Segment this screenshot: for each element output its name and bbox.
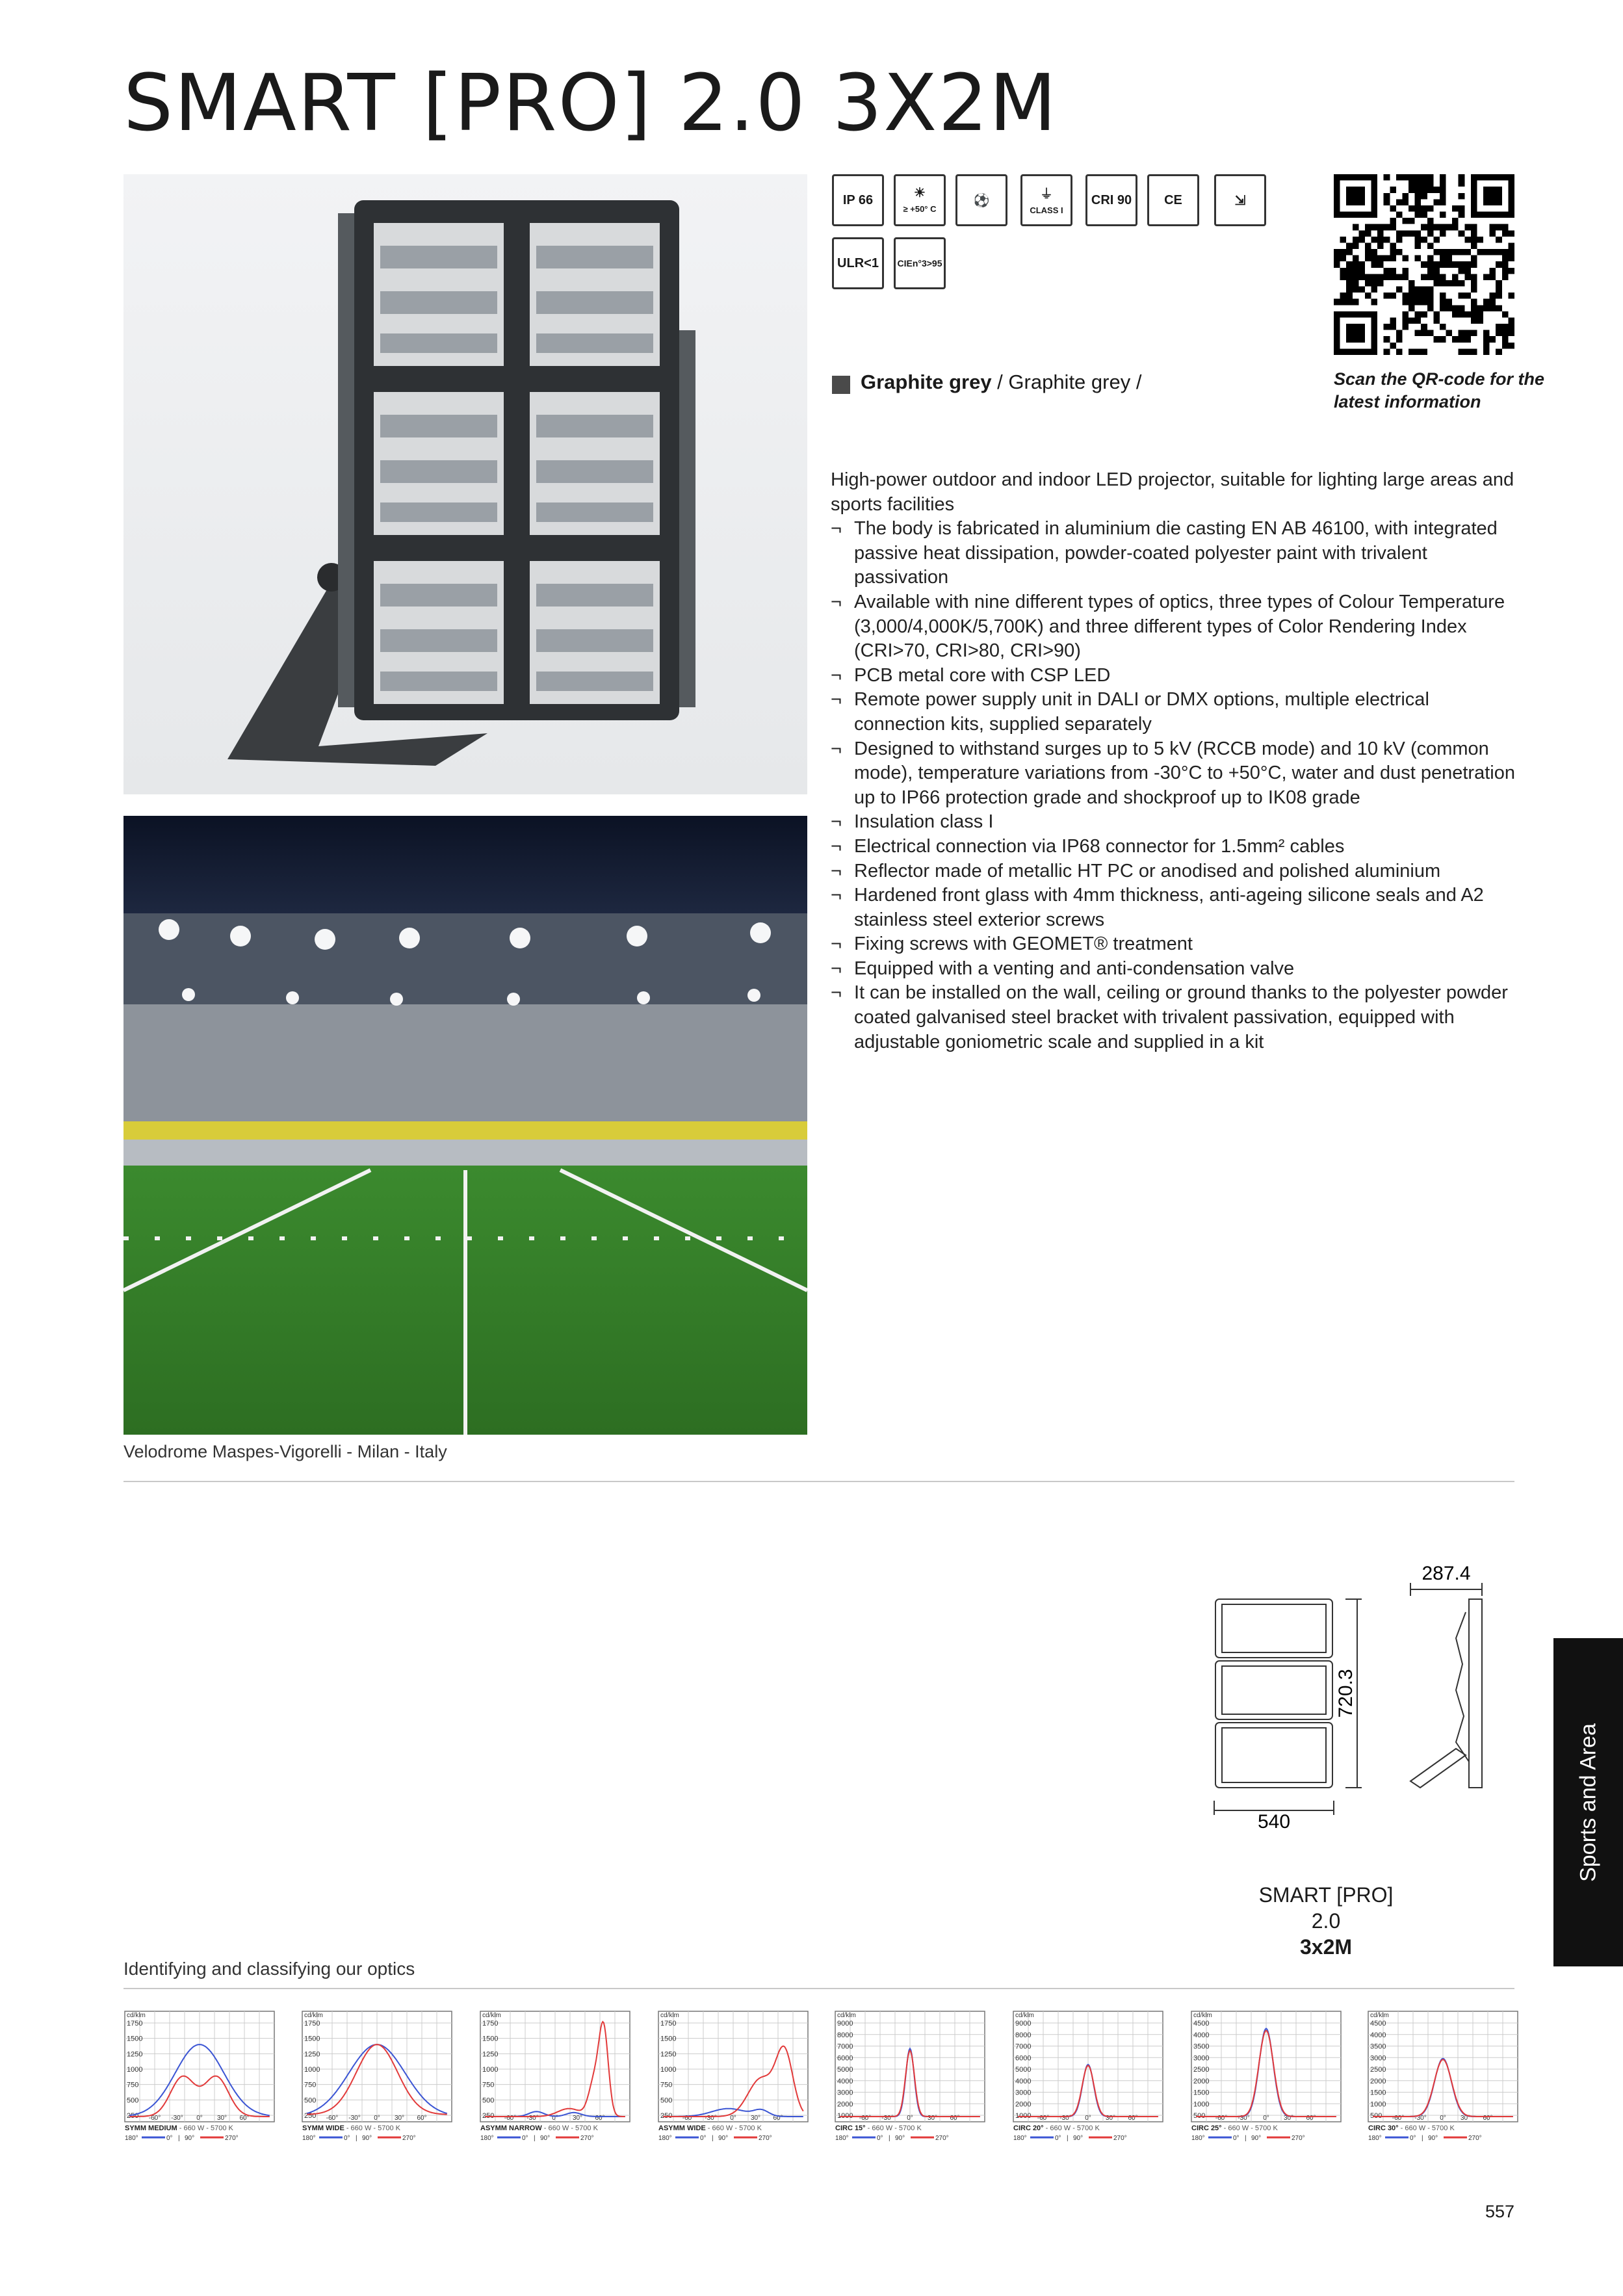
legend-label: 180° (658, 2135, 672, 2142)
optic-name: CIRC 25° (1191, 2124, 1222, 2132)
tick-label: 2500 (1370, 2066, 1386, 2074)
tick-label: 1500 (482, 2035, 499, 2043)
legend-label: 0° (522, 2135, 528, 2142)
legend-label: 270° (580, 2135, 594, 2142)
tick-label: 3000 (1015, 2089, 1032, 2097)
tick-label: 1250 (127, 2050, 143, 2059)
optic-spec: - 660 W - 5700 K (177, 2124, 233, 2132)
tick-label: 8000 (1015, 2031, 1032, 2039)
unit-label: cd/klm (304, 2012, 323, 2019)
tick-label: 3000 (1193, 2054, 1210, 2063)
angle-label: -30° (171, 2115, 183, 2122)
legend-label: 0° (877, 2135, 883, 2142)
feature-item: ¬ Insulation class I (831, 810, 1520, 835)
tick-label: 1250 (482, 2050, 499, 2059)
product-photo (123, 174, 807, 794)
angle-label: -30° (1059, 2115, 1072, 2122)
angle-label: -30° (526, 2115, 539, 2122)
optic-name: CIRC 15° (835, 2124, 866, 2132)
unit-label: cd/klm (1193, 2012, 1212, 2019)
legend-label: | (712, 2135, 714, 2142)
certification-icon (894, 237, 946, 289)
tick-label: 1000 (837, 2112, 853, 2120)
feature-item: ¬ The body is fabricated in aluminium die casting EN AB 46100, with integrated passive heat dissipation, powder-coated polyester paint with trivalent passivation (831, 517, 1520, 590)
feature-item: ¬ Fixing screws with GEOMET® treatment (831, 932, 1520, 957)
optic-spec: - 660 W - 5700 K (705, 2124, 762, 2132)
feature-item: ¬ Designed to withstand surges up to 5 kV (RCCB mode) and 10 kV (common mode), temperature variations from -30°C to +50°C, water and dust penetration up to IP66 protection grade and shockproof up to IK08 grade (831, 737, 1520, 811)
tick-label: 2500 (1193, 2066, 1210, 2074)
optic-label (1191, 2124, 1278, 2132)
unit-label: cd/klm (837, 2012, 856, 2019)
tick-label: 1500 (660, 2035, 677, 2043)
tick-label: 750 (127, 2081, 139, 2089)
certification-label: CE (1164, 192, 1182, 207)
angle-label: 0° (552, 2115, 558, 2122)
angle-label: 0° (1263, 2115, 1269, 2122)
angle-label: -30° (348, 2115, 361, 2122)
divider (123, 1481, 1514, 1482)
tick-label: 4000 (1015, 2077, 1032, 2085)
certification-sublabel: CLASS I (1030, 205, 1063, 215)
certification-icon (1085, 174, 1137, 226)
tick-label: 750 (304, 2081, 317, 2089)
tick-label: 1750 (304, 2020, 320, 2028)
tick-label: 1250 (660, 2050, 677, 2059)
tick-label: 2000 (837, 2100, 853, 2109)
tick-label: 4000 (1193, 2031, 1210, 2039)
optic-chart (834, 2007, 1004, 2186)
dims-name-line1: SMART [PRO] 2.0 (1258, 1883, 1394, 1933)
legend-label: 270° (402, 2135, 416, 2142)
angle-label: -60° (148, 2115, 161, 2122)
qr-code-icon[interactable] (1334, 174, 1514, 355)
description-intro: High-power outdoor and indoor LED projector, suitable for lighting large areas and sports facilities (831, 469, 1514, 515)
legend-label: 0° (700, 2135, 707, 2142)
tick-label: 4000 (1370, 2031, 1386, 2039)
certification-icon (1020, 174, 1072, 226)
legend-label: 0° (1055, 2135, 1061, 2142)
qr-note-line: Scan the QR-code for the (1334, 369, 1545, 389)
tick-label: 500 (1193, 2112, 1206, 2120)
legend-label: 90° (718, 2135, 729, 2142)
unit-label: cd/klm (482, 2012, 501, 2019)
legend-label: | (1067, 2135, 1069, 2142)
tick-label: 250 (304, 2112, 317, 2120)
tick-label: 5000 (837, 2066, 853, 2074)
tick-label: 7000 (1015, 2042, 1032, 2051)
optic-chart (1367, 2007, 1537, 2186)
certification-icon (832, 174, 884, 226)
angle-label: 30° (394, 2115, 405, 2122)
qr-note-line: latest information (1334, 392, 1481, 412)
tick-label: 1000 (1370, 2100, 1386, 2109)
tick-label: 9000 (1015, 2020, 1032, 2028)
legend-label: 90° (1073, 2135, 1084, 2142)
optic-chart-svg (123, 2007, 294, 2186)
legend-label: | (889, 2135, 890, 2142)
tick-label: 500 (1370, 2112, 1383, 2120)
tick-label: 1750 (482, 2020, 499, 2028)
unit-label: cd/klm (1015, 2012, 1034, 2019)
optic-chart-svg (301, 2007, 471, 2186)
legend-label: 180° (1368, 2135, 1382, 2142)
angle-label: -60° (326, 2115, 339, 2122)
unit-label: cd/klm (660, 2012, 679, 2019)
feature-list (831, 517, 1520, 1054)
tick-label: 5000 (1015, 2066, 1032, 2074)
tick-label: 250 (127, 2112, 139, 2120)
optic-name: ASYMM WIDE (658, 2124, 706, 2132)
optic-chart (301, 2007, 471, 2186)
angle-label: 60° (773, 2115, 783, 2122)
legend-label: 90° (1251, 2135, 1262, 2142)
tick-label: 250 (482, 2112, 495, 2120)
tick-label: 750 (482, 2081, 495, 2089)
dims-name-line2: 3x2M (1299, 1935, 1353, 1959)
optic-label (302, 2124, 401, 2132)
optic-spec: - 660 W - 5700 K (344, 2124, 400, 2132)
legend-label: 90° (362, 2135, 372, 2142)
tick-label: 500 (127, 2096, 139, 2105)
legend-label: 270° (225, 2135, 239, 2142)
optic-name: CIRC 30° (1368, 2124, 1399, 2132)
feature-item: ¬ PCB metal core with CSP LED (831, 664, 1520, 688)
unit-label: cd/klm (127, 2012, 146, 2019)
angle-label: 30° (927, 2115, 938, 2122)
optic-chart (479, 2007, 649, 2186)
tick-label: 4500 (1370, 2020, 1386, 2028)
tick-label: 1000 (660, 2066, 677, 2074)
page-title: SMART [PRO] 2.0 3X2M (123, 59, 1058, 149)
angle-label: -60° (1037, 2115, 1050, 2122)
certification-label: CIEn°3>95 (897, 258, 942, 268)
legend-label: 270° (1468, 2135, 1482, 2142)
certification-label: ULR<1 (837, 255, 879, 270)
angle-label: 30° (216, 2115, 227, 2122)
angle-label: -60° (504, 2115, 517, 2122)
tick-label: 1250 (304, 2050, 320, 2059)
optic-spec: - 660 W - 5700 K (541, 2124, 598, 2132)
section-tab[interactable] (1553, 1638, 1623, 1966)
legend-label: 0° (1410, 2135, 1416, 2142)
qr-note (1334, 368, 1544, 413)
angle-label: -60° (1215, 2115, 1228, 2122)
optic-label (480, 2124, 599, 2132)
legend-label: | (356, 2135, 357, 2142)
tick-label: 500 (660, 2096, 673, 2105)
dimension-product-name (1248, 1882, 1404, 1960)
certification-icon (1214, 174, 1266, 226)
certification-label: ⏚ (1039, 187, 1053, 202)
tick-label: 1000 (1015, 2112, 1032, 2120)
certification-label: IP 66 (842, 192, 874, 207)
tick-label: 3500 (1370, 2042, 1386, 2051)
tick-label: 3000 (837, 2089, 853, 2097)
tick-label: 1750 (660, 2020, 677, 2028)
optic-chart-svg (834, 2007, 1004, 2186)
tick-label: 1000 (127, 2066, 143, 2074)
feature-item: ¬ Equipped with a venting and anti-condensation valve (831, 957, 1520, 982)
feature-item: ¬ Available with nine different types of optics, three types of Colour Temperature (3,000/4,000K/5,700K) and three different types of Color Rendering Index (CRI>70, CRI>80, CRI>90) (831, 590, 1520, 664)
colour-swatch (832, 376, 850, 394)
optic-label (658, 2124, 762, 2132)
angle-label: 30° (750, 2115, 761, 2122)
legend-label: 180° (302, 2135, 316, 2142)
tick-label: 1000 (482, 2066, 499, 2074)
optic-spec: - 660 W - 5700 K (1043, 2124, 1100, 2132)
tick-label: 9000 (837, 2020, 853, 2028)
tick-label: 1500 (127, 2035, 143, 2043)
angle-label: -30° (881, 2115, 894, 2122)
angle-label: 0° (196, 2115, 203, 2122)
angle-label: 60° (1128, 2115, 1138, 2122)
feature-item: ¬ Reflector made of metallic HT PC or anodised and polished aluminium (831, 859, 1520, 884)
tick-label: 4500 (1193, 2020, 1210, 2028)
certification-label: ☀ (914, 186, 926, 200)
optic-chart-svg (657, 2007, 827, 2186)
angle-label: 30° (1460, 2115, 1471, 2122)
divider (123, 1988, 1514, 1989)
legend-label: 90° (1428, 2135, 1438, 2142)
tick-label: 3500 (1193, 2042, 1210, 2051)
optic-chart-svg (479, 2007, 649, 2186)
dim-width: 540 (1257, 1811, 1291, 1833)
feature-item: ¬ Hardened front glass with 4mm thickness, anti-ageing silicone seals and A2 stainless steel exterior screws (831, 883, 1520, 932)
optic-spec: - 660 W - 5700 K (1398, 2124, 1455, 2132)
colour-label (861, 371, 1141, 394)
optic-chart-svg (1012, 2007, 1182, 2186)
certification-label: ⇲ (1234, 193, 1246, 208)
stadium-image (123, 816, 807, 1435)
tick-label: 6000 (837, 2054, 853, 2063)
legend-label: 180° (835, 2135, 849, 2142)
legend-label: 0° (344, 2135, 350, 2142)
legend-label: 180° (1191, 2135, 1205, 2142)
dim-depth: 287.4 (1422, 1563, 1471, 1584)
tick-label: 1500 (1370, 2089, 1386, 2097)
optic-label (1368, 2124, 1455, 2132)
tick-label: 750 (660, 2081, 673, 2089)
certification-label: ⚽ (973, 193, 990, 208)
product-description (831, 468, 1520, 1054)
legend-label: 0° (1233, 2135, 1240, 2142)
tick-label: 4000 (837, 2077, 853, 2085)
legend-label: 180° (1013, 2135, 1027, 2142)
angle-label: 60° (950, 2115, 960, 2122)
optic-name: SYMM WIDE (302, 2124, 344, 2132)
optic-name: CIRC 20° (1013, 2124, 1044, 2132)
certification-icon (832, 237, 884, 289)
legend-label: | (1422, 2135, 1423, 2142)
angle-label: -30° (1414, 2115, 1427, 2122)
tick-label: 6000 (1015, 2054, 1032, 2063)
legend-label: | (534, 2135, 536, 2142)
angle-label: -60° (859, 2115, 872, 2122)
tick-label: 1750 (127, 2020, 143, 2028)
dim-height: 720.3 (1335, 1669, 1357, 1718)
tick-label: 1500 (1193, 2089, 1210, 2097)
legend-label: 270° (759, 2135, 772, 2142)
floodlight-image (123, 174, 807, 794)
certification-icon (955, 174, 1007, 226)
legend-label: 90° (185, 2135, 195, 2142)
angle-label: 0° (374, 2115, 380, 2122)
tick-label: 250 (660, 2112, 673, 2120)
legend-label: | (178, 2135, 180, 2142)
dimension-drawing (1196, 1560, 1495, 1833)
optic-chart-svg (1367, 2007, 1537, 2186)
angle-label: -60° (1392, 2115, 1405, 2122)
angle-label: 60° (417, 2115, 427, 2122)
angle-label: 60° (239, 2115, 250, 2122)
legend-label: 180° (125, 2135, 138, 2142)
tick-label: 3000 (1370, 2054, 1386, 2063)
legend-label: 0° (166, 2135, 173, 2142)
certification-label: CRI 90 (1091, 192, 1132, 207)
optic-spec: - 660 W - 5700 K (1221, 2124, 1278, 2132)
unit-label: cd/klm (1370, 2012, 1389, 2019)
tick-label: 2000 (1193, 2077, 1210, 2085)
legend-label: 90° (540, 2135, 551, 2142)
optic-name: ASYMM NARROW (480, 2124, 542, 2132)
tick-label: 500 (482, 2096, 495, 2105)
optics-heading: Identifying and classifying our optics (123, 1959, 415, 1979)
certification-icon (1147, 174, 1199, 226)
tick-label: 7000 (837, 2042, 853, 2051)
optic-label (835, 2124, 922, 2132)
tick-label: 1500 (304, 2035, 320, 2043)
optic-name: SYMM MEDIUM (125, 2124, 177, 2132)
angle-label: 0° (1085, 2115, 1091, 2122)
dimension-sketch (1196, 1560, 1495, 1833)
feature-item: ¬ It can be installed on the wall, ceiling or ground thanks to the polyester powder coated galvanised steel bracket with trivalent passivation, equipped with adjustable goniometric scale and supplied in a kit (831, 981, 1520, 1054)
optic-spec: - 660 W - 5700 K (865, 2124, 922, 2132)
certification-icon (894, 174, 946, 226)
colour-secondary: / Graphite grey / (991, 371, 1142, 393)
angle-label: 60° (1306, 2115, 1316, 2122)
angle-label: 60° (1483, 2115, 1493, 2122)
legend-label: 270° (1113, 2135, 1127, 2142)
optic-chart (657, 2007, 827, 2186)
certification-sublabel: ≥ +50° C (903, 204, 937, 214)
legend-label: 270° (1292, 2135, 1305, 2142)
legend-label: | (1245, 2135, 1247, 2142)
angle-label: -30° (705, 2115, 717, 2122)
feature-item: ¬ Remote power supply unit in DALI or DMX options, multiple electrical connection kits, supplied separately (831, 688, 1520, 737)
feature-item: ¬ Electrical connection via IP68 connector for 1.5mm² cables (831, 835, 1520, 859)
tick-label: 2000 (1015, 2100, 1032, 2109)
colour-primary: Graphite grey (861, 371, 992, 393)
optic-label (1013, 2124, 1100, 2132)
legend-label: 90° (895, 2135, 905, 2142)
angle-label: -30° (1238, 2115, 1250, 2122)
angle-label: 0° (730, 2115, 736, 2122)
angle-label: 30° (1105, 2115, 1116, 2122)
angle-label: 0° (1440, 2115, 1446, 2122)
stadium-photo (123, 816, 807, 1435)
tick-label: 1000 (1193, 2100, 1210, 2109)
legend-label: 180° (480, 2135, 494, 2142)
legend-label: 270° (935, 2135, 949, 2142)
tick-label: 1000 (304, 2066, 320, 2074)
angle-label: -60° (682, 2115, 695, 2122)
angle-label: 60° (595, 2115, 605, 2122)
optic-label (125, 2124, 234, 2132)
optic-chart (1190, 2007, 1360, 2186)
page-number: 557 (1485, 2202, 1515, 2221)
optic-chart (123, 2007, 294, 2186)
tick-label: 500 (304, 2096, 317, 2105)
optic-chart (1012, 2007, 1182, 2186)
tick-label: 2000 (1370, 2077, 1386, 2085)
photo-caption: Velodrome Maspes-Vigorelli - Milan - Italy (123, 1442, 447, 1461)
angle-label: 30° (1283, 2115, 1294, 2122)
angle-label: 30° (572, 2115, 583, 2122)
tick-label: 8000 (837, 2031, 853, 2039)
optic-chart-svg (1190, 2007, 1360, 2186)
angle-label: 0° (907, 2115, 913, 2122)
section-tab-label: Sports and Area (1576, 1723, 1600, 1882)
